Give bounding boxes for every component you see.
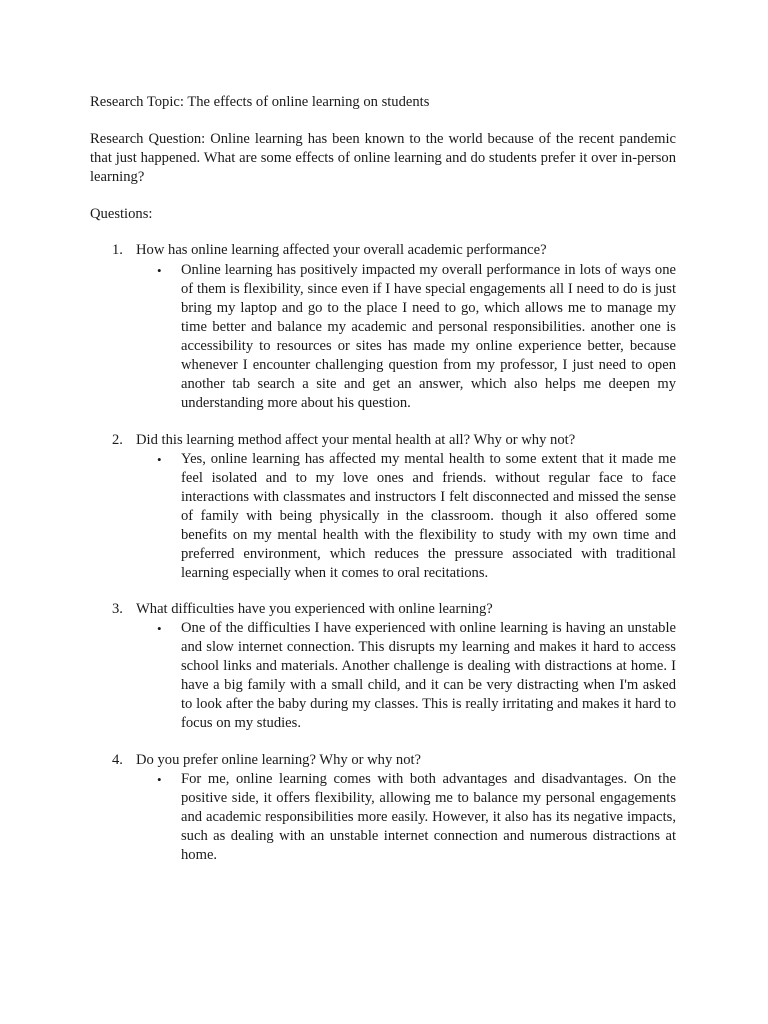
research-question: Research Question: Online learning has been known to the world because of the recent pandemic that just happened. What are some effects of online learning and do students prefer it over in-person learning? [90, 131, 676, 185]
research-topic: Research Topic: The effects of online learning on students [90, 94, 430, 110]
question-number: 2. [112, 432, 123, 448]
question-number: 4. [112, 752, 123, 768]
question-number: 3. [112, 601, 123, 617]
bullet-icon: • [157, 621, 162, 636]
answer-text: Online learning has positively impacted my overall performance in lots of ways one of them is flexibility, since even if I have special engagements all I need to do is just bring my laptop and go to the place I need to go, which allows me to manage my time better and balance my academic and personal responsibilities. another one is accessibility to resources or sites has made my online experience better, because whenever I encounter challenging question from my professor, I just need to open another tab search a site and get an answer, which also helps me deepen my understanding more about his question. [181, 262, 676, 411]
answer-text: One of the difficulties I have experienced with online learning is having an unstable and slow internet connection. This disrupts my learning and makes it hard to access school links and materials. Another challenge is dealing with distractions at home. I have a big family with a small child, and it can be very distracting when I'm asked to look after the baby during my classes. This is really irritating and makes it hard to focus on my studies. [181, 620, 676, 731]
question-text: Do you prefer online learning? Why or why not? [136, 752, 422, 768]
bullet-icon: • [157, 452, 162, 467]
question-number: 1. [112, 242, 123, 258]
question-text: What difficulties have you experienced with online learning? [136, 601, 493, 617]
question-text: Did this learning method affect your mental health at all? Why or why not? [136, 432, 576, 448]
question-text: How has online learning affected your overall academic performance? [136, 242, 547, 258]
bullet-icon: • [157, 772, 162, 787]
answer-text: Yes, online learning has affected my mental health to some extent that it made me feel isolated and to my love ones and friends. without regular face to face interactions with classmates and instructors I felt disconnected and missed the sense of family with being physically in the classroom. though it also offered some benefits on my mental health with the flexibility to study with my own time and preferred environment, which reduces the pressure associated with traditional learning especially when it comes to oral recitations. [181, 451, 676, 581]
answer-text: For me, online learning comes with both advantages and disadvantages. On the positive side, it offers flexibility, allowing me to balance my personal engagements and academic responsibilities more easily. However, it also has its negative impacts, such as dealing with an unstable internet connection and numerous distractions at home. [181, 771, 676, 863]
bullet-icon: • [157, 263, 162, 278]
questions-heading: Questions: [90, 206, 153, 222]
